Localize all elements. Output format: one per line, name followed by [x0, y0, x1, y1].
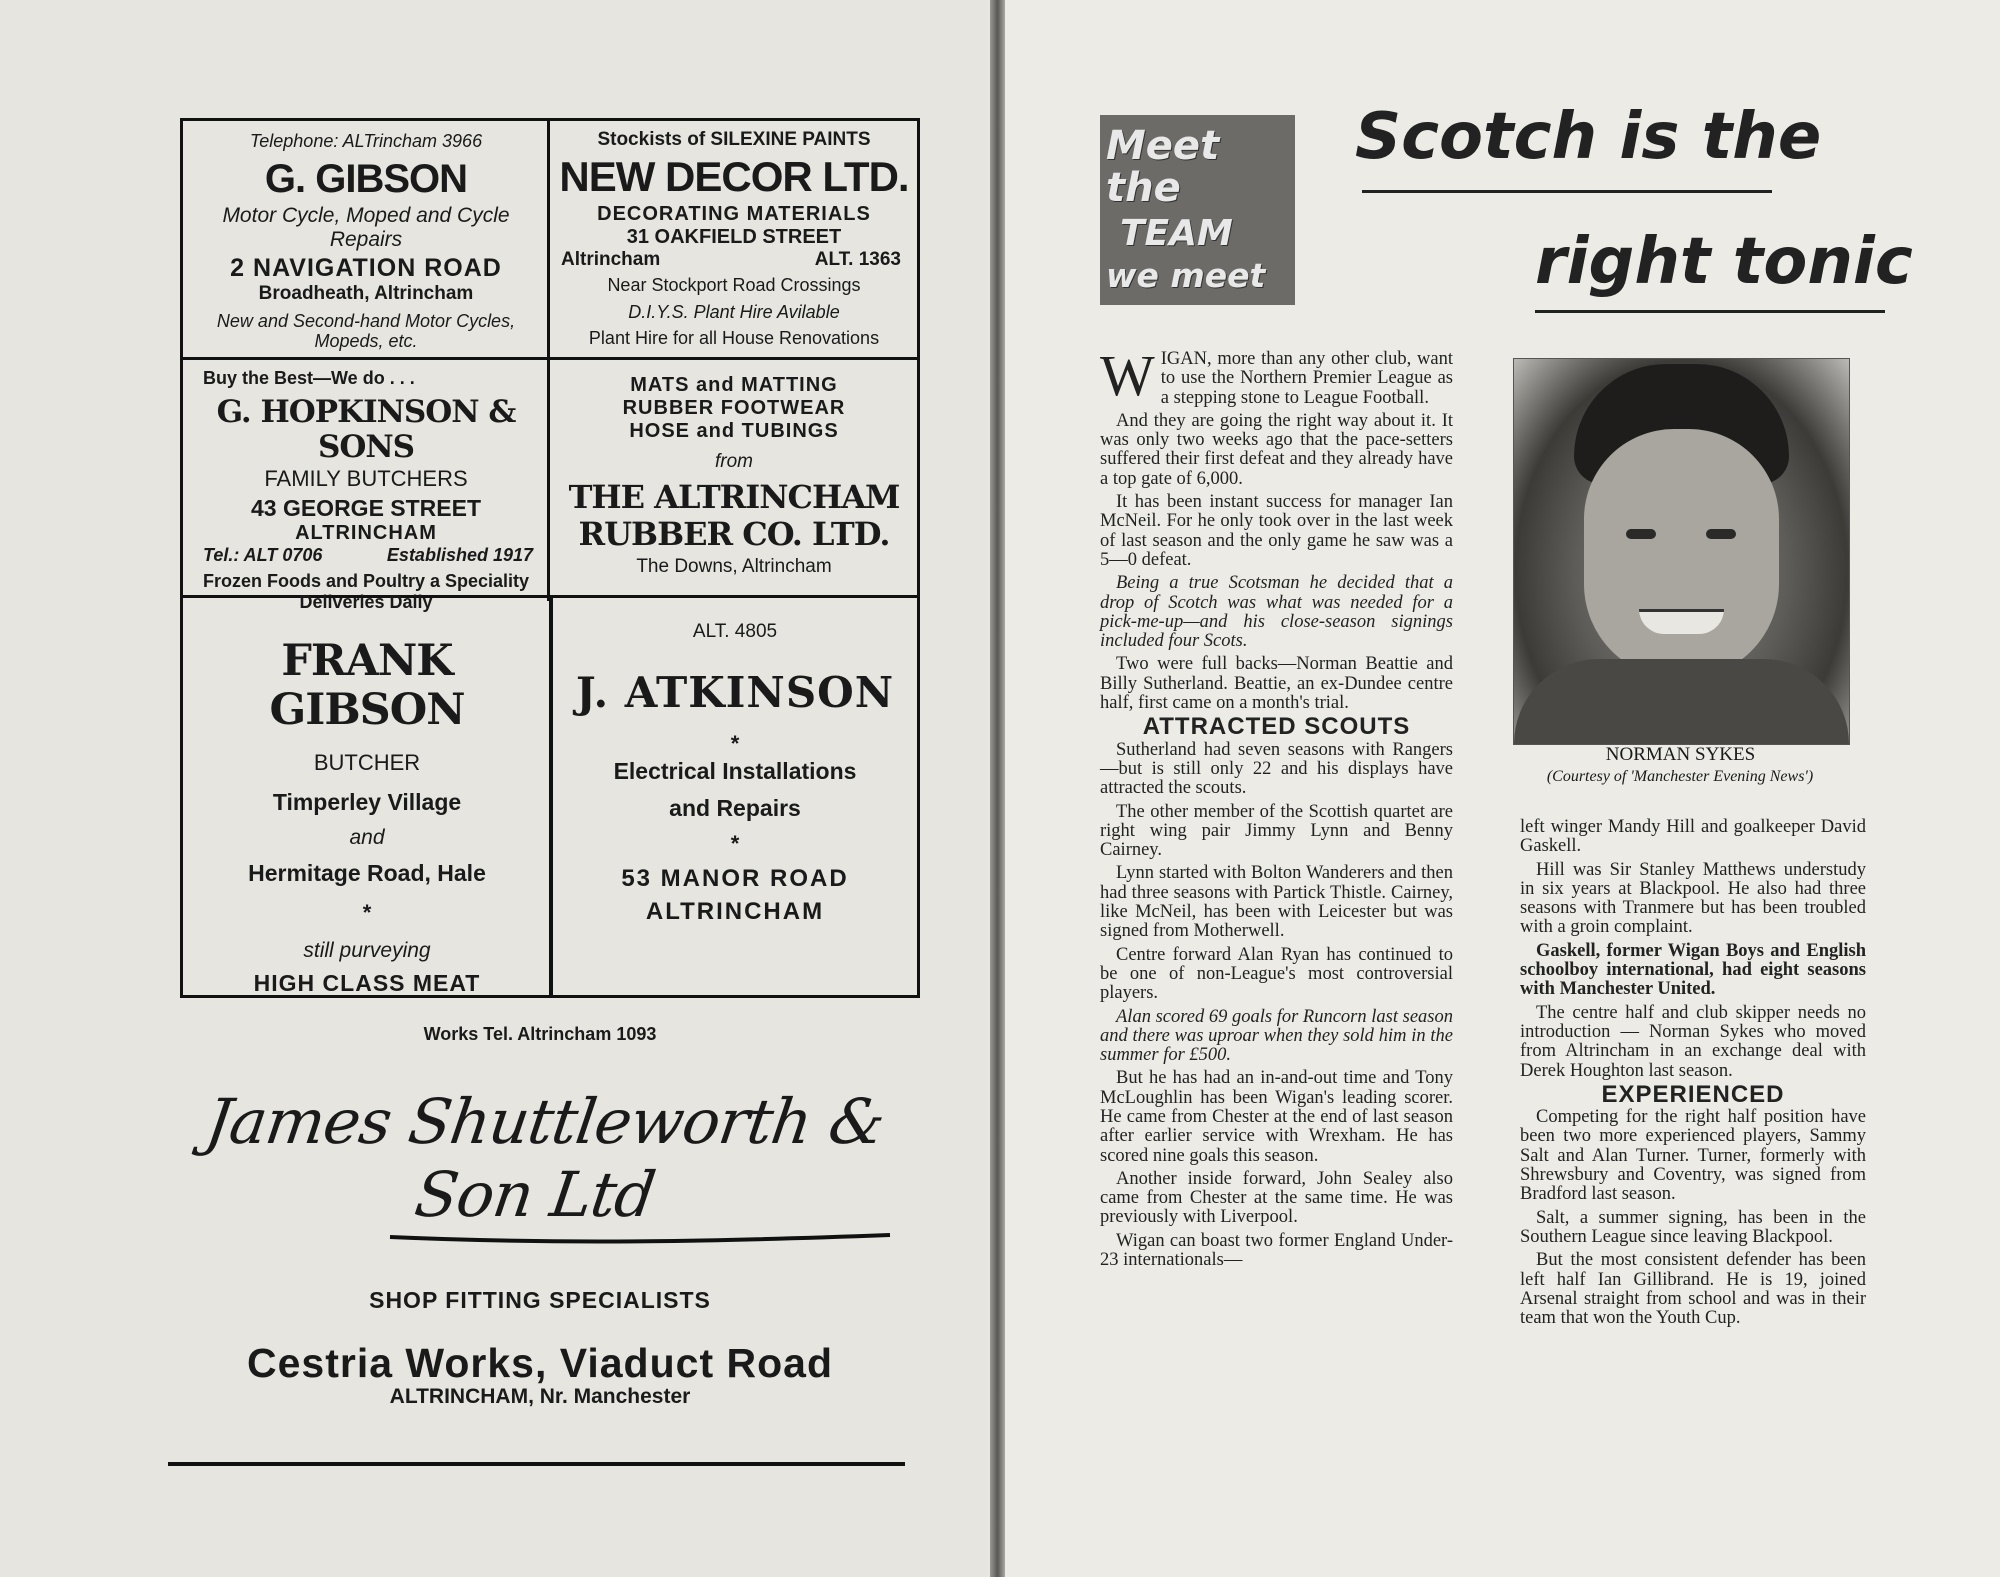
atkinson-line1: Electrical Installations [613, 758, 857, 785]
col2-para-3: Gaskell, former Wigan Boys and English schoolboy international, had eight seasons with Manchester United. [1520, 940, 1866, 1000]
newdecor-address: 31 OAKFIELD STREET [626, 226, 842, 249]
col2b-para-1: Competing for the right half position have been two more experienced players, Sammy Salt and Alan Turner. Turner, formerly with Shrewsbury and Coventry, was signed from Bradford last season. [1520, 1107, 1866, 1205]
ad-frank-gibson [187, 601, 547, 996]
shuttleworth-town: ALTRINCHAM, Nr. Manchester [389, 1385, 691, 1408]
gibson-line2: Repairs [329, 227, 403, 251]
col1b-para-4: Centre forward Alan Ryan has continued to be one of non-League's most controversial players. [1100, 944, 1453, 1004]
gibson-line3: New and Second-hand Motor Cycles, [216, 310, 516, 331]
newdecor-stockists: Stockists of SILEXINE PAINTS [597, 129, 871, 150]
rubber-address: The Downs, Altrincham [636, 556, 832, 578]
ad-new-decor [553, 125, 915, 355]
frank-trade: BUTCHER [313, 749, 421, 775]
ad-g-gibson [187, 125, 545, 355]
col2-para-1: left winger Mandy Hill and goalkeeper David Gaskell. [1520, 817, 1866, 857]
atkinson-name: J. ATKINSON [575, 667, 895, 717]
photo-credit: (Courtesy of 'Manchester Evening News') [1546, 768, 1814, 785]
col1-para-4: Being a true Scotsman he decided that a drop of Scotch was what was needed for a pick-me-up—and his close-season signings included four Scots. [1100, 573, 1453, 652]
ad-altrincham-rubber [553, 362, 915, 594]
banner-line1: Meet the [1106, 123, 1220, 211]
col2-para-4: The centre half and club skipper needs no introduction — Norman Sykes who moved from Altrincham in an exchange deal with Derek Houghton last season. [1520, 1002, 1866, 1081]
atkinson-phone: ALT. 4805 [692, 621, 778, 642]
col1b-para-1: Sutherland had seven seasons with Rangers—but is still only 22 and his displays have attracted the scouts. [1100, 739, 1453, 799]
col1b-para-7: Another inside forward, John Sealey also came from Chester at the same time. He was previously with Liverpool. [1100, 1168, 1453, 1228]
col1b-para-6: But he has had an in-and-out time and Tony McLoughlin has been Wigan's leading scorer. He came from Chester at the end of last season after earlier service with Wrexham. He has scored nine goals this season. [1100, 1068, 1453, 1166]
col1-para-1-text: IGAN, more than any other club, want to use the Northern Premier League as a stepping stone to League Football. [1160, 349, 1453, 408]
meet-the-team-banner [1100, 115, 1295, 305]
hopkinson-tel: Tel.: ALT 0706 [203, 544, 323, 565]
col1b-para-2: The other member of the Scottish quartet are right wing pair Jimmy Lynn and Benny Cairney. [1100, 801, 1453, 861]
rubber-name1: THE ALTRINCHAM [568, 477, 900, 516]
frank-line4: HIGH CLASS MEAT [253, 969, 481, 996]
col2b-para-3: But the most consistent defender has been left half Ian Gillibrand. He is 19, joined Arsenal straight from school and was in their team that won the Youth Cup. [1520, 1250, 1866, 1329]
col2b-para-2: Salt, a summer signing, has been in the Southern League since leaving Blackpool. [1520, 1207, 1866, 1247]
banner-line3: we meet [1106, 255, 1266, 295]
rubber-line3: HOSE and TUBINGS [629, 420, 839, 442]
headline-rule1 [1362, 190, 1772, 193]
col1b-para-3: Lynn started with Bolton Wanderers and then had three seasons with Partick Thistle. Cairney, like McNeil, has been with Leicester but was signed from Motherwell. [1100, 863, 1453, 942]
newdecor-name: NEW DECOR LTD. [559, 152, 909, 200]
newdecor-line2: D.I.Y.S. Plant Hire Avilable [628, 301, 840, 322]
shuttleworth-tel: Works Tel. Altrincham 1093 [423, 1024, 657, 1044]
photo-caption: NORMAN SYKES [1605, 744, 1756, 765]
headline-line2: right tonic [1535, 225, 1913, 299]
headline-rule2 [1535, 310, 1885, 313]
norman-sykes-photo [1513, 358, 1850, 745]
col1-para-2: And they are going the right way about it. It was only two weeks ago that the pace-setters suffered their first defeat and they already have a top gate of 6,000. [1100, 410, 1453, 489]
article-column-2 [1520, 818, 1866, 1332]
gibson-line1: Motor Cycle, Moped and Cycle [222, 203, 510, 227]
hopkinson-town: ALTRINCHAM [295, 521, 437, 544]
ad-shuttleworth [150, 1020, 930, 1470]
rubber-line1: MATS and MATTING [630, 374, 838, 396]
rubber-name2: RUBBER CO. LTD. [578, 514, 890, 553]
hopkinson-line2: Deliveries Daily [299, 592, 433, 613]
newdecor-town: Altrincham [561, 249, 661, 271]
atkinson-town: ALTRINCHAM [645, 898, 825, 926]
gibson-address: 2 NAVIGATION ROAD [230, 253, 502, 282]
spine [990, 0, 1005, 1577]
rubber-from: from [715, 451, 753, 472]
hopkinson-trade: FAMILY BUTCHERS [264, 465, 468, 491]
script-underline-icon [150, 1227, 930, 1257]
bottom-rule [168, 1462, 905, 1466]
col1b-para-5: Alan scored 69 goals for Runcorn last season and there was uproar when they sold him in the summer for £500. [1100, 1006, 1453, 1066]
frank-name: FRANK GIBSON [269, 636, 465, 736]
newdecor-phone: ALT. 1363 [814, 249, 901, 271]
article-column-1 [1100, 343, 1453, 1274]
hopkinson-est: Established 1917 [386, 544, 533, 565]
col1-para-3: It has been instant success for manager Ian McNeil. For he only took over in the last week of last season and the only game he saw was a 5—0 defeat. [1100, 492, 1453, 570]
ad-hopkinson [187, 362, 545, 613]
shuttleworth-address: Cestria Works, Viaduct Road [247, 1340, 833, 1386]
rubber-line2: RUBBER FOOTWEAR [622, 397, 846, 419]
subhead-experienced: EXPERIENCED [1601, 1080, 1785, 1108]
newdecor-sub: DECORATING MATERIALS [597, 203, 871, 226]
atkinson-line2: and Repairs [669, 794, 801, 821]
shuttleworth-specialists: SHOP FITTING SPECIALISTS [369, 1287, 711, 1313]
headline-line1: Scotch is the [1355, 100, 1822, 174]
hopkinson-line1: Frozen Foods and Poultry a Speciality [202, 571, 530, 592]
col2-para-2: Hill was Sir Stanley Matthews understudy in six years at Blackpool. He also had three seasons with Tranmere but has been troubled with a groin complaint. [1520, 859, 1866, 938]
atkinson-star1: * [730, 731, 740, 757]
hopkinson-tag: Buy the Best—We do . . . [203, 368, 415, 388]
frank-line3: still purveying [303, 939, 431, 963]
newdecor-line3: Plant Hire for all House Renovations [588, 328, 880, 349]
ad-j-atkinson [555, 601, 915, 993]
atkinson-address: 53 MANOR ROAD [621, 864, 849, 892]
hopkinson-name: G. HOPKINSON & SONS [216, 393, 516, 466]
gibson-name: G. GIBSON [264, 156, 468, 201]
newdecor-line1: Near Stockport Road Crossings [607, 274, 861, 295]
shuttleworth-script-name: James Shuttleworth & Son Ltd [201, 1085, 889, 1231]
frank-line1: Timperley Village [272, 789, 462, 816]
col1-para-5: Two were full backs—Norman Beattie and Billy Sutherland. Beattie, an ex-Dundee centre half, first came on a month's trial. [1100, 654, 1453, 714]
gibson-line4: Mopeds, etc. [314, 331, 418, 352]
gibson-town: Broadheath, Altrincham [258, 282, 474, 304]
subhead-attracted-scouts: ATTRACTED SCOUTS [1142, 713, 1411, 741]
banner-line2: TEAM [1120, 213, 1233, 254]
hopkinson-address: 43 GEORGE STREET [250, 495, 482, 522]
col1b-para-8: Wigan can boast two former England Under-23 internationals— [1100, 1230, 1453, 1271]
atkinson-star2: * [730, 831, 740, 857]
col1-para-1: WIGAN, more than any other club, want to use the Northern Premier League as a stepping stone to League Football. [1100, 343, 1453, 408]
advert-grid [180, 118, 920, 998]
gibson-phone: Telephone: ALTrincham 3966 [249, 131, 483, 151]
frank-star: * [362, 900, 372, 926]
frank-and: and [349, 825, 385, 849]
frank-line2: Hermitage Road, Hale [248, 859, 486, 886]
